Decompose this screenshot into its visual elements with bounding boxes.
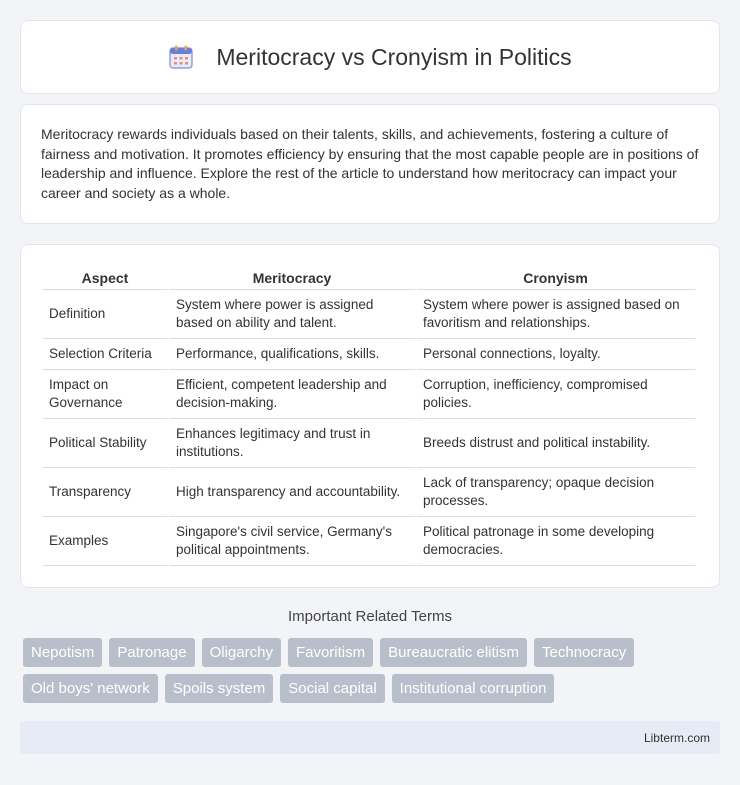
tag-institutional-corruption[interactable]: Institutional corruption [392, 674, 555, 703]
calendar-icon [168, 44, 194, 70]
column-header: Aspect [43, 265, 170, 290]
cronyism-cell: System where power is assigned based on favoritism and relationships. [417, 290, 697, 339]
tag-old-boys-network[interactable]: Old boys' network [23, 674, 158, 703]
aspect-cell: Transparency [43, 468, 170, 517]
aspect-cell: Impact on Governance [43, 370, 170, 419]
meritocracy-cell: High transparency and accountability. [170, 468, 417, 517]
cronyism-cell: Lack of transparency; opaque decision processes. [417, 468, 697, 517]
table-row [43, 370, 697, 419]
tag-social-capital[interactable]: Social capital [280, 674, 384, 703]
page-title: Meritocracy vs Cronyism in Politics [216, 43, 572, 70]
cronyism-cell: Breeds distrust and political instability. [417, 419, 697, 468]
tag-spoils-system[interactable]: Spoils system [165, 674, 274, 703]
aspect-cell: Political Stability [43, 419, 170, 468]
cronyism-cell: Corruption, inefficiency, compromised policies. [417, 370, 697, 419]
title-card [20, 20, 720, 94]
comparison-card [20, 244, 720, 588]
aspect-cell: Definition [43, 290, 170, 339]
related-tags [20, 638, 720, 703]
cronyism-cell: Personal connections, loyalty. [417, 339, 697, 370]
meritocracy-cell: Enhances legitimacy and trust in institutions. [170, 419, 417, 468]
meritocracy-cell: Singapore's civil service, Germany's political appointments. [170, 517, 417, 566]
tag-nepotism[interactable]: Nepotism [23, 638, 102, 667]
table-row [43, 517, 697, 566]
meritocracy-cell: Efficient, competent leadership and decision-making. [170, 370, 417, 419]
table-row [43, 468, 697, 517]
related-terms-title: Important Related Terms [288, 608, 452, 625]
tag-bureaucratic-elitism[interactable]: Bureaucratic elitism [380, 638, 527, 667]
aspect-cell: Examples [43, 517, 170, 566]
meritocracy-cell: System where power is assigned based on ability and talent. [170, 290, 417, 339]
column-header: Meritocracy [170, 265, 417, 290]
comparison-table [43, 265, 697, 566]
related-terms-section [20, 608, 720, 703]
tag-technocracy[interactable]: Technocracy [534, 638, 634, 667]
intro-text: Meritocracy rewards individuals based on their talents, skills, and achievements, fostering a culture of fairness and motivation. It promotes efficiency by ensuring that the most capable people are in positions of leadership and influence. Explore the rest of the article to understand how meritocracy can impact your career and society as a whole. [41, 126, 699, 201]
table-header-row [43, 265, 697, 290]
table-row [43, 290, 697, 339]
table-row [43, 339, 697, 370]
footer-site-link[interactable]: Libterm.com [643, 730, 710, 745]
tag-patronage[interactable]: Patronage [109, 638, 194, 667]
footer [20, 721, 720, 754]
column-header: Cronyism [417, 265, 697, 290]
tag-oligarchy[interactable]: Oligarchy [202, 638, 281, 667]
table-row [43, 419, 697, 468]
cronyism-cell: Political patronage in some developing democracies. [417, 517, 697, 566]
meritocracy-cell: Performance, qualifications, skills. [170, 339, 417, 370]
tag-favoritism[interactable]: Favoritism [288, 638, 373, 667]
aspect-cell: Selection Criteria [43, 339, 170, 370]
intro-card [20, 104, 720, 224]
